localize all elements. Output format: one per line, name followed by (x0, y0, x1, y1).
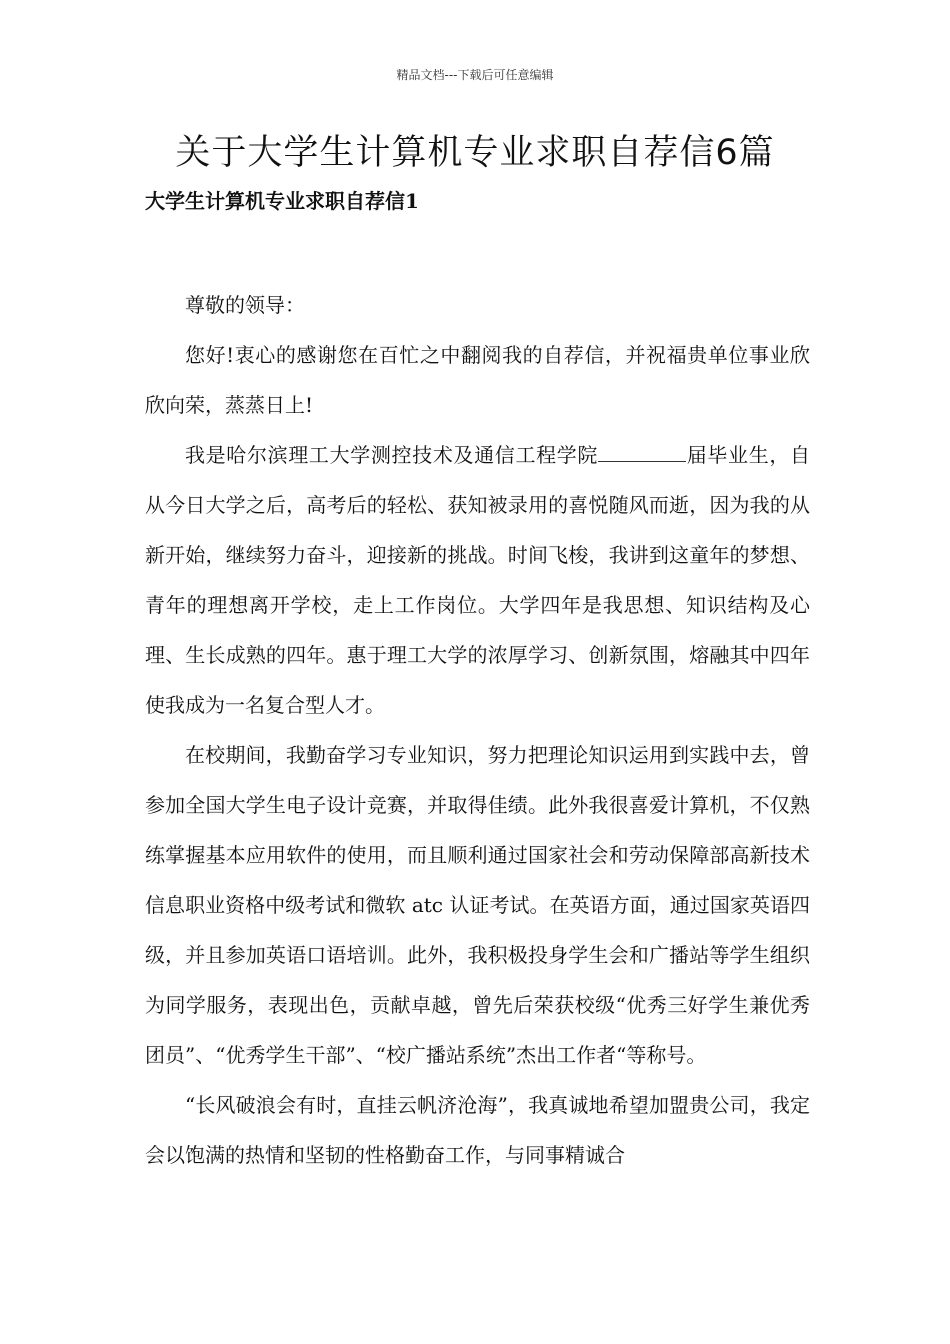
paragraph-greeting: 您好!衷心的感谢您在百忙之中翻阅我的自荐信，并祝福贵单位事业欣欣向荣，蒸蒸日上! (145, 343, 810, 417)
section-subtitle: 大学生计算机专业求职自荐信1 (145, 189, 419, 213)
paragraph-introduction-start: 我是哈尔滨理工大学测控技术及通信工程学院 (185, 443, 599, 467)
header-note: 精品文档---下载后可任意编辑 (396, 68, 554, 82)
letter-body (145, 280, 810, 1180)
salutation: 尊敬的领导： (185, 293, 305, 317)
paragraph-introduction (145, 430, 810, 730)
paragraph-introduction-rest: 届毕业生，自从今日大学之后，高考后的轻松、获知被录用的喜悦随风而逝，因为我的从新开始，继续努力奋斗，迎接新的挑战。时间飞梭，我讲到这童年的梦想、青年的理想离开学校，走上工作岗位。大学四年是我思想、知识结构及心理、生长成熟的四年。惠于理工大学的浓厚学习、创新氛围，熔融其中四年使我成为一名复合型人才。 (145, 443, 811, 717)
paragraph-closing: “长风破浪会有时，直挂云帆济沧海”，我真诚地希望加盟贵公司，我定会以饱满的热情和坚韧的性格勤奋工作，与同事精诚合 (145, 1093, 810, 1167)
document-title: 关于大学生计算机专业求职自荐信6篇 (175, 133, 775, 173)
graduation-year-blank (598, 447, 686, 462)
paragraph-campus-experience: 在校期间，我勤奋学习专业知识，努力把理论知识运用到实践中去，曾参加全国大学生电子设计竞赛，并取得佳绩。此外我很喜爱计算机，不仅熟练掌握基本应用软件的使用，而且顺利通过国家社会和劳动保障部高新技术信息职业资格中级考试和微软 atc 认证考试。在英语方面，通过国家英语四级，并且参加英语口语培训。此外，我积极投身学生会和广播站等学生组织为同学服务，表现出色，贡献卓越，曾先后荣获校级“优秀三好学生兼优秀团员”、“优秀学生干部”、“校广播站系统”杰出工作者“等称号。 (145, 743, 810, 1067)
